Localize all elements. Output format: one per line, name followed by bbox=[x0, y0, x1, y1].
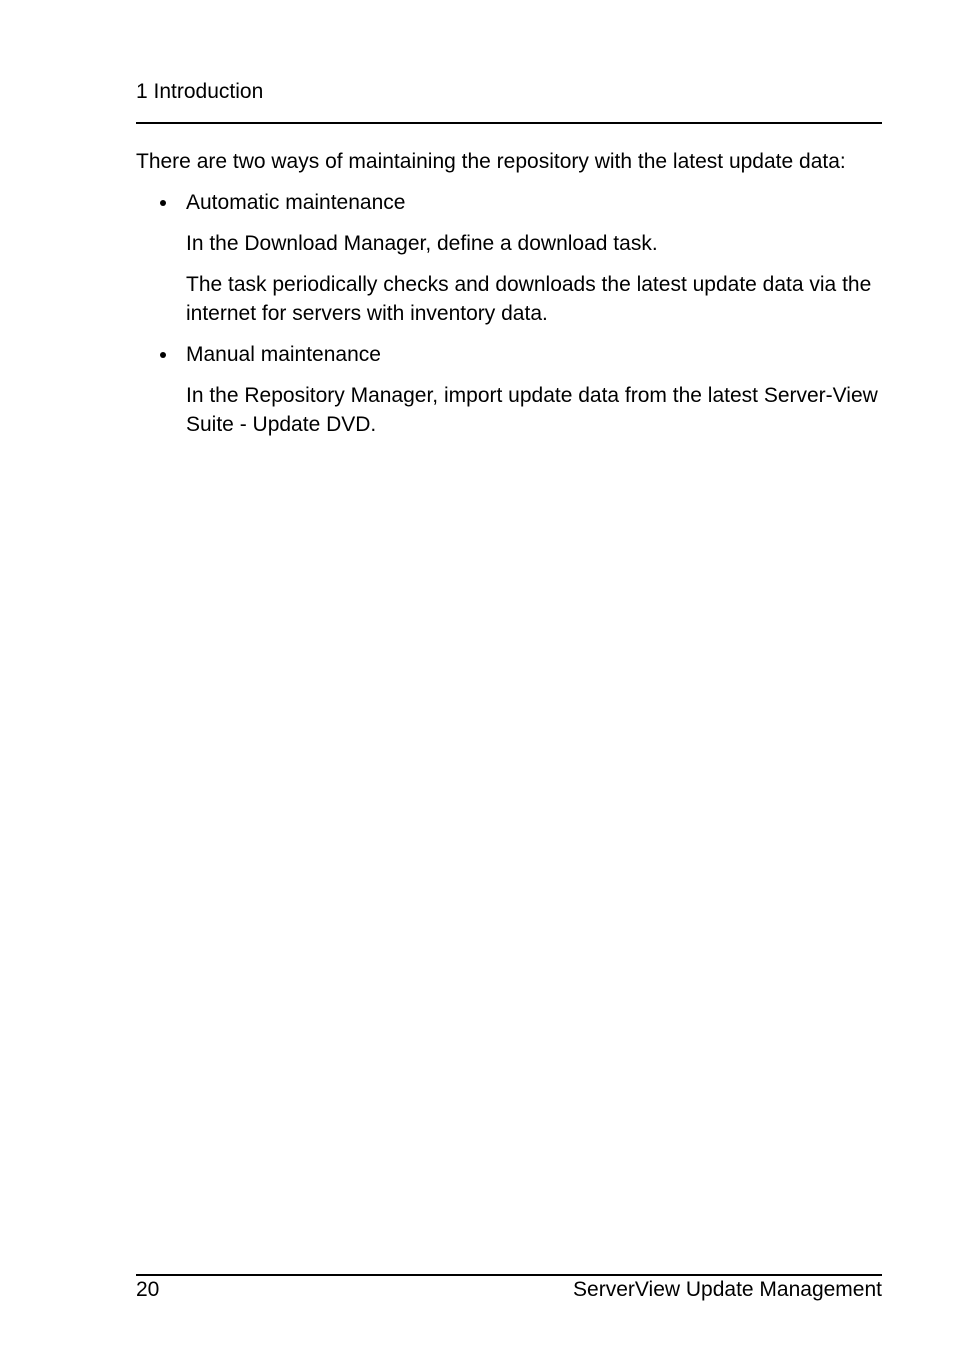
list-item-manual-maintenance bbox=[136, 340, 882, 439]
running-footer-title: ServerView Update Management bbox=[573, 1278, 882, 1301]
bullet-icon bbox=[160, 352, 166, 358]
running-header: 1 Introduction bbox=[136, 80, 264, 103]
list-item-title: Automatic maintenance bbox=[186, 191, 406, 214]
list-item-paragraph: In the Download Manager, define a download task. bbox=[186, 232, 658, 255]
maintenance-methods-list bbox=[136, 188, 882, 439]
list-item-automatic-maintenance bbox=[136, 188, 882, 328]
header-divider bbox=[136, 122, 882, 124]
list-item-paragraph: The task periodically checks and downloads the latest update data via the internet for servers with inventory data. bbox=[186, 273, 872, 325]
list-item-title: Manual maintenance bbox=[186, 343, 381, 366]
page-content bbox=[136, 147, 882, 451]
intro-paragraph: There are two ways of maintaining the repository with the latest update data: bbox=[136, 150, 846, 173]
bullet-icon bbox=[160, 200, 166, 206]
page-number: 20 bbox=[136, 1278, 160, 1301]
footer-divider bbox=[136, 1274, 882, 1276]
list-item-paragraph: In the Repository Manager, import update data from the latest Server-View Suite - Update DVD. bbox=[186, 384, 878, 436]
